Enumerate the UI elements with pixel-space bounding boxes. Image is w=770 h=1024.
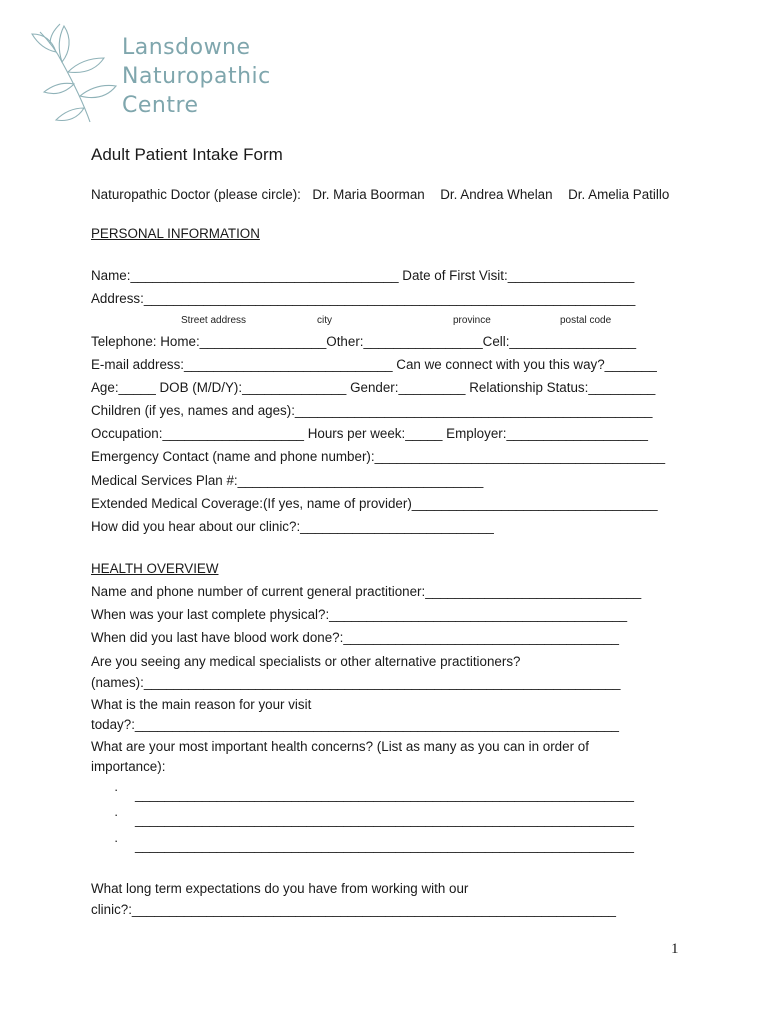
email-field[interactable]: E-mail address:____________________________ xyxy=(91,357,393,372)
bullet-marker: · xyxy=(114,833,119,848)
postal-code-label: postal code xyxy=(560,315,612,326)
concerns-question-cont: importance): xyxy=(91,759,166,774)
email-row xyxy=(91,357,657,372)
bullet-marker: · xyxy=(114,782,119,797)
connect-field[interactable]: Can we connect with you this way?_______ xyxy=(396,357,657,372)
physical-field[interactable]: When was your last complete physical?:________________________________________ xyxy=(91,607,628,622)
doctor-option-whelan[interactable]: Dr. Andrea Whelan xyxy=(440,187,553,202)
logo-line-2: Naturopathic xyxy=(122,64,271,89)
page-number: 1 xyxy=(671,941,679,957)
leaf-branch-icon xyxy=(28,22,120,126)
emergency-contact-field[interactable]: Emergency Contact (name and phone number):_______________________________________ xyxy=(91,449,666,464)
doctor-select-row xyxy=(91,187,669,202)
bullet-marker: · xyxy=(114,807,119,822)
form-title: Adult Patient Intake Form xyxy=(91,145,283,164)
telephone-field[interactable]: Telephone: Home:_________________Other:________________Cell:_________________ xyxy=(91,334,637,349)
hours-field[interactable]: Hours per week:_____ xyxy=(307,426,443,441)
employer-field[interactable]: Employer:___________________ xyxy=(446,426,648,441)
occupation-field[interactable]: Occupation:___________________ xyxy=(91,426,304,441)
doctor-option-patillo[interactable]: Dr. Amelia Patillo xyxy=(568,187,670,202)
reason-question: What is the main reason for your visit xyxy=(91,697,312,712)
name-field[interactable]: Name:____________________________________ xyxy=(91,268,399,283)
personal-info-heading: PERSONAL INFORMATION xyxy=(91,226,260,241)
expectations-question: What long term expectations do you have from working with our xyxy=(91,881,469,896)
concern-line-1[interactable]: ___________________________________________________________________ xyxy=(135,787,634,802)
concerns-question: What are your most important health concerns? (List as many as you can in order of xyxy=(91,739,589,754)
gp-field[interactable]: Name and phone number of current general practitioner:_____________________________ xyxy=(91,584,642,599)
province-label: province xyxy=(453,315,491,326)
children-field[interactable]: Children (if yes, names and ages):________________________________________________ xyxy=(91,403,653,418)
name-row xyxy=(91,268,634,283)
age-dob-field[interactable]: Age:_____ DOB (M/D/Y):______________ xyxy=(91,380,347,395)
referral-source-field[interactable]: How did you hear about our clinic?:__________________________ xyxy=(91,519,494,534)
specialists-question: Are you seeing any medical specialists or other alternative practitioners? xyxy=(91,654,521,669)
health-overview-heading: HEALTH OVERVIEW xyxy=(91,561,219,576)
street-address-label: Street address xyxy=(181,315,247,326)
concern-line-2[interactable]: ___________________________________________________________________ xyxy=(135,812,634,827)
address-field[interactable]: Address:__________________________________________________________________ xyxy=(91,291,636,306)
specialists-field[interactable]: (names):________________________________________________________________ xyxy=(91,675,621,690)
city-label: city xyxy=(317,315,332,326)
occupation-row xyxy=(91,426,648,441)
expectations-field[interactable]: clinic?:_________________________________________________________________ xyxy=(91,902,617,917)
logo-line-3: Centre xyxy=(122,93,199,118)
reason-field[interactable]: today?:_________________________________________________________________ xyxy=(91,717,619,732)
first-visit-field[interactable]: Date of First Visit:_________________ xyxy=(402,268,635,283)
extended-coverage-field[interactable]: Extended Medical Coverage:(If yes, name of provider)_________________________________ xyxy=(91,496,658,511)
gender-field[interactable]: Gender:_________ xyxy=(350,380,466,395)
bloodwork-field[interactable]: When did you last have blood work done?:_____________________________________ xyxy=(91,630,619,645)
age-row xyxy=(91,380,655,395)
doctor-prompt: Naturopathic Doctor (please circle): xyxy=(91,187,301,202)
logo-line-1: Lansdowne xyxy=(122,35,251,60)
clinic-logo-text xyxy=(122,33,271,120)
concern-line-3[interactable]: ___________________________________________________________________ xyxy=(135,838,634,853)
relationship-field[interactable]: Relationship Status:_________ xyxy=(469,380,656,395)
msp-field[interactable]: Medical Services Plan #:_________________________________ xyxy=(91,473,484,488)
doctor-option-boorman[interactable]: Dr. Maria Boorman xyxy=(312,187,425,202)
